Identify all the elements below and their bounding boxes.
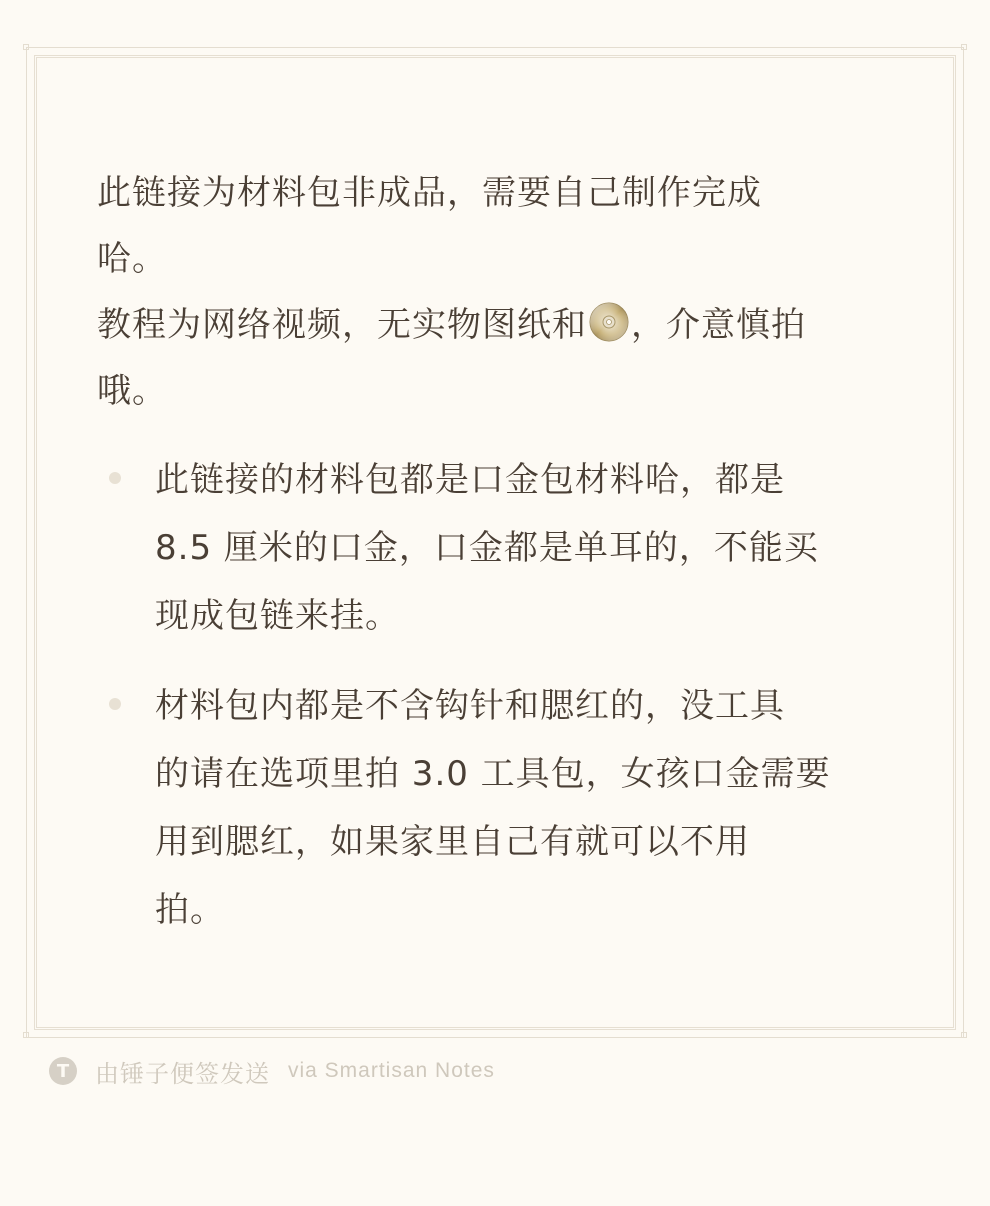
bullet-text-1 <box>155 446 897 650</box>
bullet-item-1 <box>97 446 897 650</box>
note-content <box>97 160 897 966</box>
bullet-1-line-3: 现成包链来挂。 <box>155 596 400 636</box>
bullet-2-line-3: 用到腮红，如果家里自己有就可以不用 <box>155 822 750 862</box>
bullet-1-line-2: 8.5 厘米的口金，口金都是单耳的，不能买 <box>155 528 819 568</box>
footer-chinese-text: 由锤子便签发送 <box>95 1059 270 1088</box>
intro-line-3 <box>97 292 897 358</box>
optical-disc-icon <box>589 298 629 338</box>
frame-corner-top-left <box>23 44 29 50</box>
smartisan-t-icon: T <box>49 1057 77 1085</box>
frame-corner-top-right <box>961 44 967 50</box>
bullet-2-line-4: 拍。 <box>155 890 225 930</box>
intro-paragraph <box>97 160 897 424</box>
intro-line-2: 哈。 <box>97 239 167 279</box>
intro-line-3-start: 教程为网络视频，无实物图纸和 <box>97 305 587 345</box>
bullet-text-2 <box>155 672 897 944</box>
frame-corner-bottom-left <box>23 1032 29 1038</box>
footer-english-text: via Smartisan Notes <box>288 1059 495 1082</box>
intro-line-3-end: ，介意慎拍 <box>631 305 806 345</box>
footer-attribution <box>49 1056 495 1086</box>
bullet-list <box>97 446 897 944</box>
bullet-2-line-1: 材料包内都是不含钩针和腮红的，没工具 <box>155 686 785 726</box>
frame-corner-bottom-right <box>961 1032 967 1038</box>
bullet-dot-icon <box>109 472 121 484</box>
intro-line-1: 此链接为材料包非成品，需要自己制作完成 <box>97 173 762 213</box>
bullet-1-line-1: 此链接的材料包都是口金包材料哈，都是 <box>155 460 785 500</box>
bullet-2-line-2: 的请在选项里拍 3.0 工具包，女孩口金需要 <box>155 754 831 794</box>
bullet-item-2 <box>97 672 897 944</box>
bullet-dot-icon <box>109 698 121 710</box>
intro-line-4: 哦。 <box>97 371 167 411</box>
